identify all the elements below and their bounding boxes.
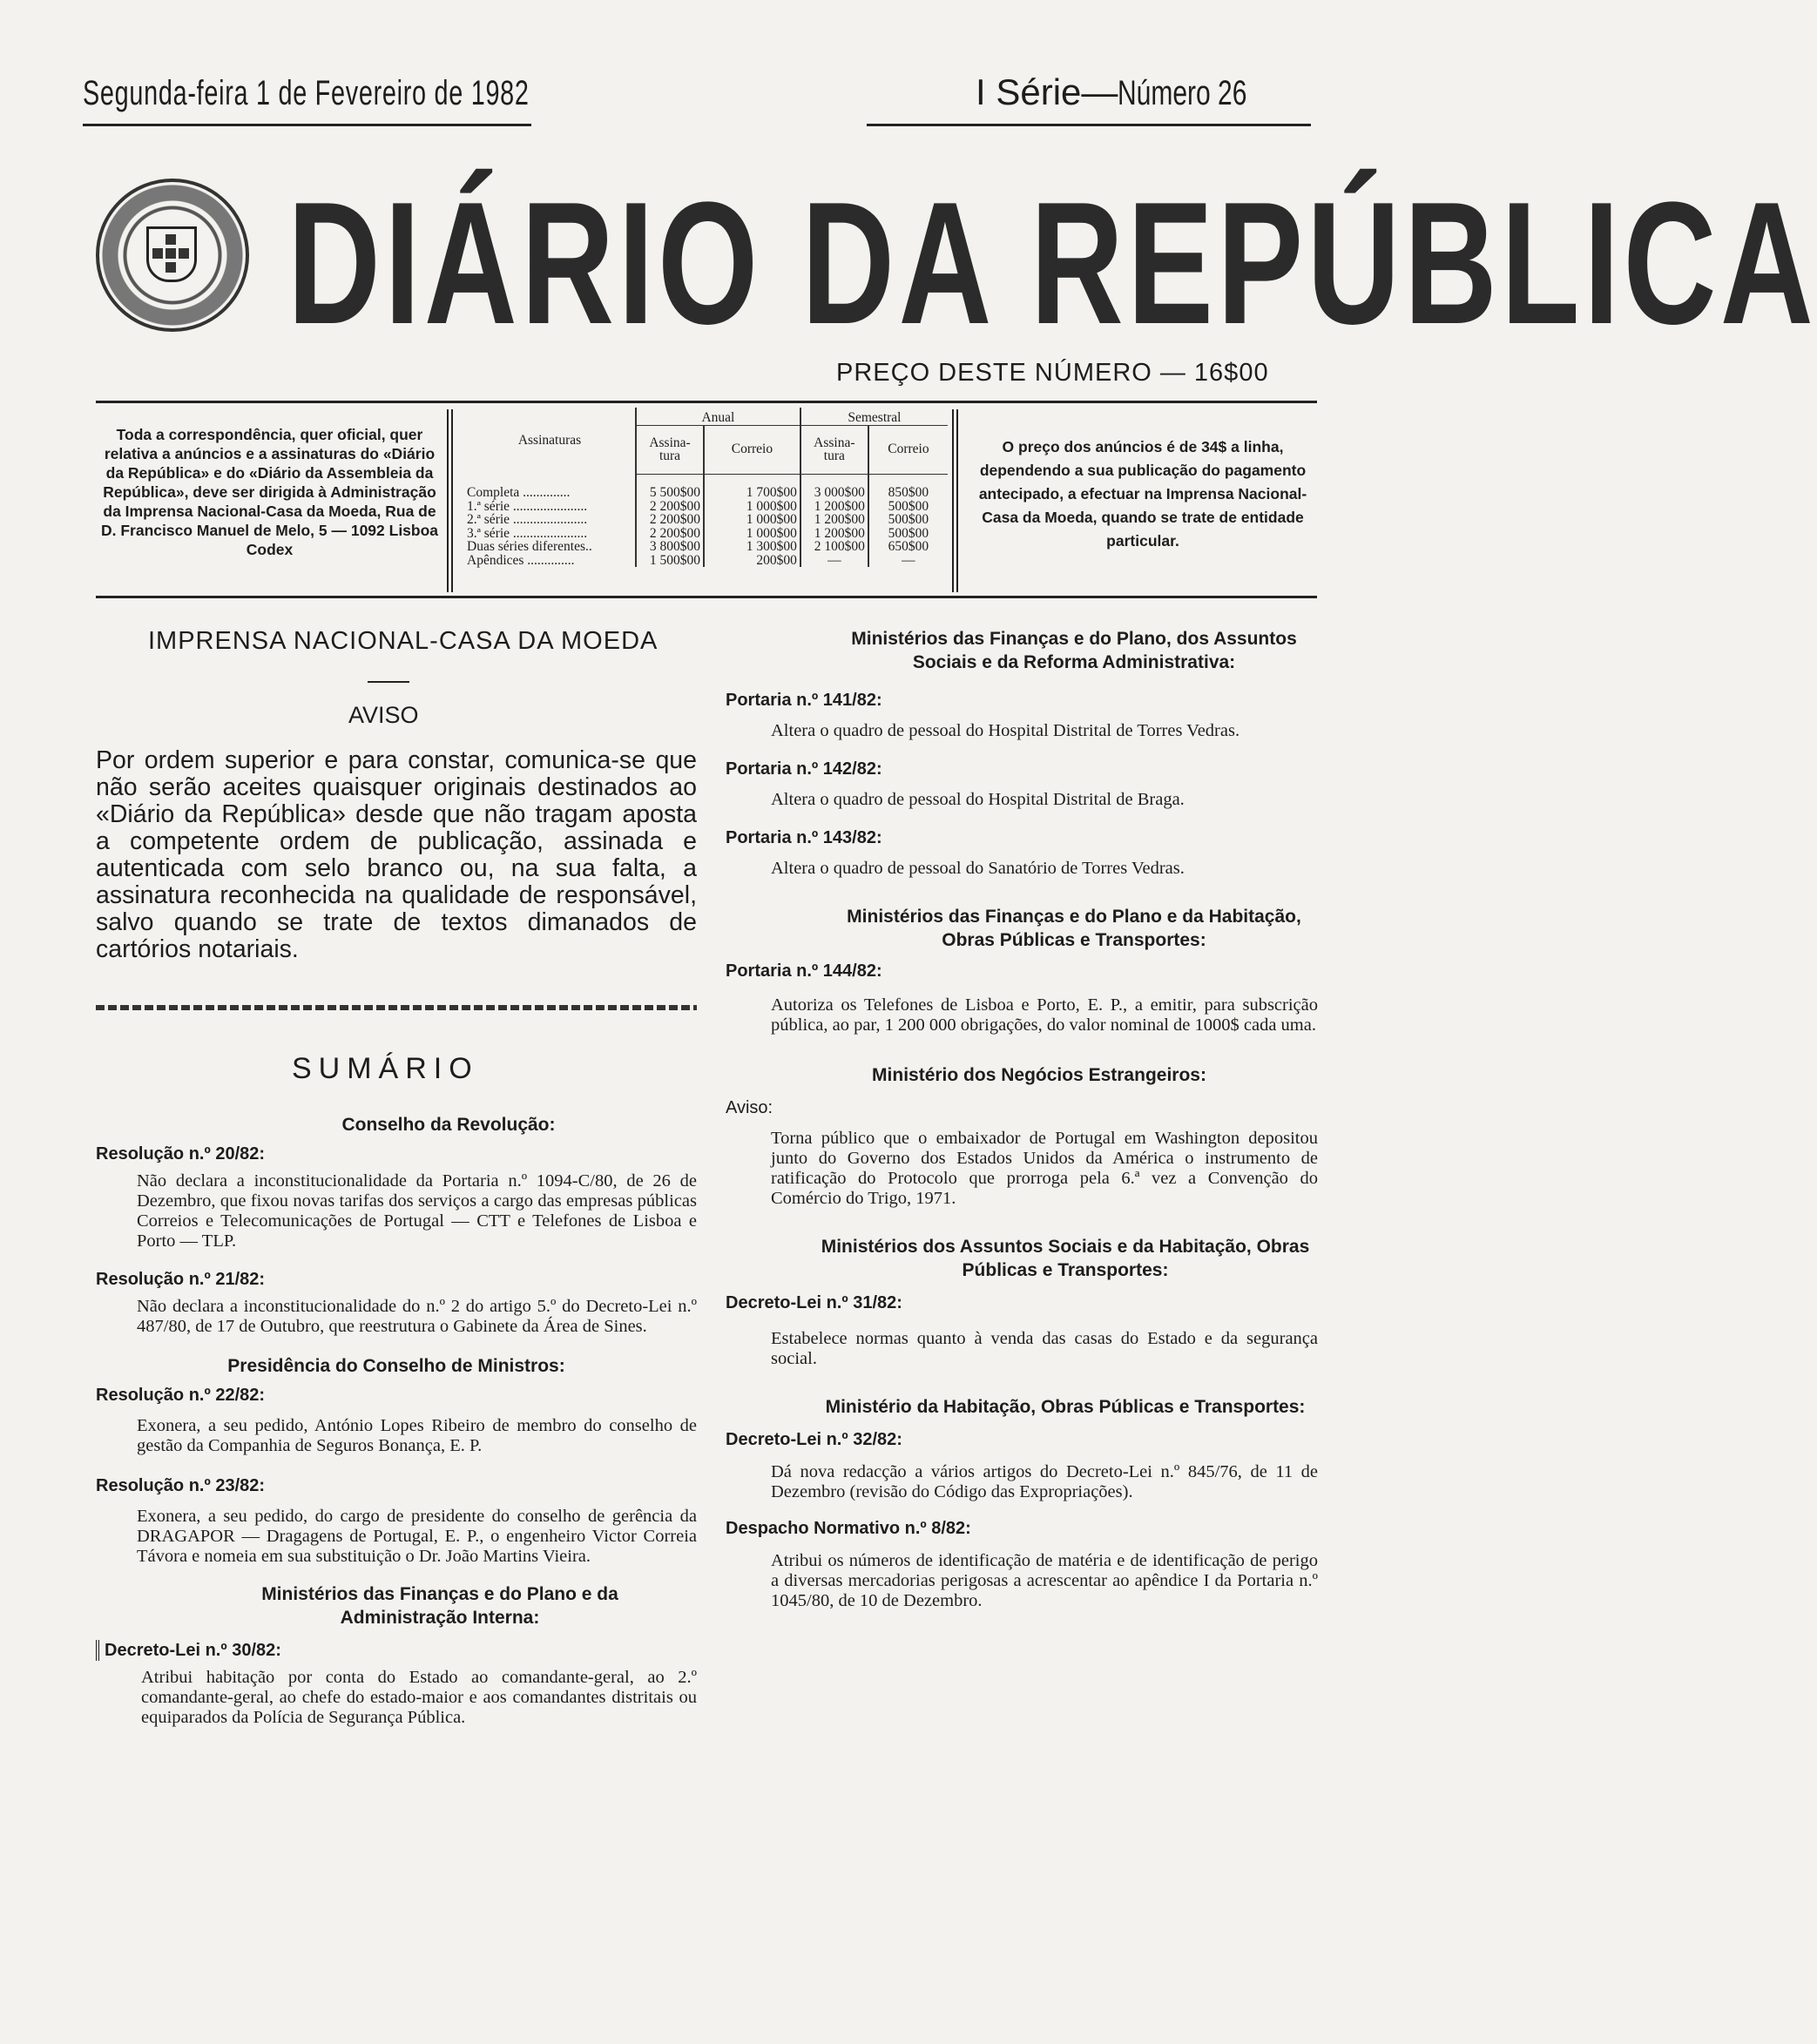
section-heading: Conselho da Revolução: <box>341 1115 556 1135</box>
publisher-heading: IMPRENSA NACIONAL-CASA DA MOEDA <box>148 627 659 655</box>
entry-label: Resolução n.º 20/82: <box>96 1144 266 1164</box>
cell: 500$00 <box>868 527 948 541</box>
row-label: Duas séries diferentes.. <box>467 539 592 554</box>
entry-text: Altera o quadro de pessoal do Hospital Distrital de Torres Vedras. <box>771 721 1240 740</box>
cell: 3 000$00 <box>800 486 868 500</box>
issue-price: PREÇO DESTE NÚMERO — 16$00 <box>836 359 1269 387</box>
col-semestral: Semestral <box>800 408 948 425</box>
cell: — <box>868 554 948 568</box>
section-heading: Ministérios das Finanças e do Plano, dos Assuntos Sociais e da Reforma Administrativa: <box>851 629 1297 672</box>
cell: 650$00 <box>868 540 948 554</box>
row-label: Completa .............. <box>467 485 571 500</box>
entry-label: Portaria n.º 144/82: <box>726 961 882 981</box>
date-underline <box>83 124 531 126</box>
shield-icon <box>146 226 197 282</box>
col-assinatura: Assina-tura <box>636 425 704 474</box>
notice-body: Por ordem superior e para constar, comunica-se que não serão aceites quaisquer originais destinados ao «Diário da República» desde que não tragam aposta a competente ordem de publicação, assinada e autenticada com selo branco ou, na sua falta, a assinatura reconhecida na qualidade de responsável, salvo quando se trate de textos dimanados de cartórios notariais. <box>96 746 697 963</box>
table-row <box>464 500 948 514</box>
entry-label: Resolução n.º 23/82: <box>96 1476 266 1495</box>
entry-text: Estabelece normas quanto à venda das casas do Estado e da segurança social. <box>771 1329 1318 1368</box>
divider <box>451 409 453 592</box>
entry-label: Resolução n.º 21/82: <box>96 1270 266 1289</box>
section-heading: Ministério dos Negócios Estrangeiros: <box>872 1065 1206 1085</box>
advert-price-notice: O preço dos anúncios é de 34$ a linha, dependendo a sua publicação do pagamento antecipado, a efectuar na Imprensa Nacional-Casa da Moeda, quando se trate de entidade particular. <box>978 438 1307 550</box>
entry-text: Não declara a inconstitucionalidade da Portaria n.º 1094-C/80, de 26 de Dezembro, que fixou novas tarifas dos serviços a cargo das empresas públicas Correios e Telecomunicações de Portugal — CTT e Telefones de Lisboa e Porto — TLP. <box>137 1171 697 1251</box>
entry-label: Portaria n.º 143/82: <box>726 828 882 847</box>
section-heading: Ministérios das Finanças e do Plano e da Habitação, Obras Públicas e Transportes: <box>847 907 1301 950</box>
table-row <box>464 554 948 568</box>
section-heading: Presidência do Conselho de Ministros: <box>227 1356 565 1376</box>
cell: 1 200$00 <box>800 513 868 527</box>
cell: 200$00 <box>704 554 800 568</box>
entry-text: Atribui habitação por conta do Estado ao comandante-geral, ao 2.º comandante-geral, ao chefe do estado-maior e aos comandantes distritais ou equiparados da Polícia de Segurança Pública. <box>141 1668 697 1727</box>
entry-text: Atribui os números de identificação de matéria e de identificação de perigo a diversas mercadorias perigosas a acrescentar ao apêndice I da Portaria n.º 1045/80, de 10 de Dezembro. <box>771 1551 1318 1610</box>
entry-text: Altera o quadro de pessoal do Hospital Distrital de Braga. <box>771 790 1185 809</box>
divider <box>956 409 958 592</box>
series-label: I Série— <box>976 71 1118 112</box>
entry-text: Altera o quadro de pessoal do Sanatório de Torres Vedras. <box>771 859 1185 878</box>
divider <box>952 409 954 592</box>
cell: 1 200$00 <box>800 527 868 541</box>
row-label: 2.ª série ...................... <box>467 512 588 527</box>
row-label: 3.ª série ...................... <box>467 525 588 541</box>
entry-label: Aviso: <box>726 1098 773 1117</box>
cell: 1 000$00 <box>704 513 800 527</box>
entry-text: Exonera, a seu pedido, do cargo de presidente do conselho de gerência da DRAGAPOR — Dragagens de Portugal, E. P., o engenheiro Victor Correia Távora e nomeia em sua substituição o Dr. João Martins Vieira. <box>137 1507 697 1566</box>
cell: 1 200$00 <box>800 500 868 514</box>
section-heading: Ministérios das Finanças e do Plano e da Administração Interna: <box>261 1584 618 1628</box>
cell: 5 500$00 <box>636 486 704 500</box>
cell: 850$00 <box>868 486 948 500</box>
subscription-table <box>464 408 948 567</box>
summary-left-column <box>96 1113 697 1728</box>
info-box-bottom-rule <box>96 596 1317 598</box>
cell: 2 200$00 <box>636 513 704 527</box>
table-row <box>464 540 948 554</box>
col-correio: Correio <box>704 425 800 474</box>
entry-label: Portaria n.º 141/82: <box>726 691 882 710</box>
cell: 1 300$00 <box>704 540 800 554</box>
table-row <box>464 527 948 541</box>
cell: 1 500$00 <box>636 554 704 568</box>
issue-number: Número 26 <box>1118 74 1247 112</box>
cell: 1 700$00 <box>704 486 800 500</box>
notice-title: AVISO <box>348 702 419 728</box>
section-heading: Ministérios dos Assuntos Sociais e da Habitação, Obras Públicas e Transportes: <box>821 1237 1310 1280</box>
divider <box>447 409 449 592</box>
entry-text: Dá nova redacção a vários artigos do Decreto-Lei n.º 845/76, de 11 de Dezembro (revisão do Código das Expropriações). <box>771 1462 1318 1501</box>
summary-heading: SUMÁRIO <box>292 1052 479 1085</box>
section-heading: Ministério da Habitação, Obras Públicas e Transportes: <box>825 1397 1306 1417</box>
cell: 1 000$00 <box>704 527 800 541</box>
header-rule <box>96 401 1317 403</box>
cell: 2 100$00 <box>800 540 868 554</box>
correspondence-notice: Toda a correspondência, quer oficial, quer relativa a anúncios e a assinaturas do «Diário da República» e do «Diário da Assembleia da República», deve ser dirigida à Administração da Imprensa Nacional-Casa da Moeda, Rua de D. Francisco Manuel de Melo, 5 — 1092 Lisboa Codex <box>100 426 439 558</box>
col-assinatura: Assina-tura <box>800 425 868 474</box>
entry-text: Exonera, a seu pedido, António Lopes Ribeiro de membro do conselho de gestão da Companhia de Seguros Bonança, E. P. <box>137 1416 697 1455</box>
cell: 2 200$00 <box>636 500 704 514</box>
cell: 1 000$00 <box>704 500 800 514</box>
col-assinaturas: Assinaturas <box>517 433 582 449</box>
short-rule <box>368 681 409 683</box>
table-row <box>464 513 948 527</box>
cell: 2 200$00 <box>636 527 704 541</box>
entry-label: Decreto-Lei n.º 32/82: <box>726 1430 902 1449</box>
summary-right-column <box>726 627 1318 1611</box>
row-label: Apêndices .............. <box>467 552 575 568</box>
col-anual: Anual <box>636 408 800 425</box>
masthead-title: DIÁRIO DA REPÚBLICA <box>287 166 1817 361</box>
entry-text: Torna público que o embaixador de Portugal em Washington depositou junto do Governo dos Estados Unidos da América o instrumento de ratificação do Protocolo que prorroga pela 6.ª vez a Convenção do Comércio do Trigo, 1971. <box>771 1129 1318 1208</box>
issue-series <box>976 71 1290 113</box>
decorative-divider <box>96 1002 697 1014</box>
table-row <box>464 486 948 500</box>
cell: — <box>800 554 868 568</box>
entry-label: Portaria n.º 142/82: <box>726 759 882 779</box>
cell: 500$00 <box>868 513 948 527</box>
entry-label: Decreto-Lei n.º 31/82: <box>726 1293 902 1312</box>
row-label: 1.ª série ...................... <box>467 498 588 514</box>
cell: 3 800$00 <box>636 540 704 554</box>
issue-date: Segunda-feira 1 de Fevereiro de 1982 <box>83 74 530 112</box>
entry-label: Despacho Normativo n.º 8/82: <box>726 1519 971 1538</box>
series-underline <box>867 124 1311 126</box>
col-correio: Correio <box>868 425 948 474</box>
entry-label: Resolução n.º 22/82: <box>96 1386 266 1405</box>
entry-text: Autoriza os Telefones de Lisboa e Porto, E. P., a emitir, para subscrição pública, ao par, 1 200 000 obrigações, do valor nominal de 1000$ cada uma. <box>771 995 1318 1035</box>
cell: 500$00 <box>868 500 948 514</box>
entry-label: Decreto-Lei n.º 30/82: <box>96 1640 697 1661</box>
entry-text: Não declara a inconstitucionalidade do n.º 2 do artigo 5.º do Decreto-Lei n.º 487/80, de 17 de Outubro, que reestrutura o Gabinete da Área de Sines. <box>137 1297 697 1336</box>
